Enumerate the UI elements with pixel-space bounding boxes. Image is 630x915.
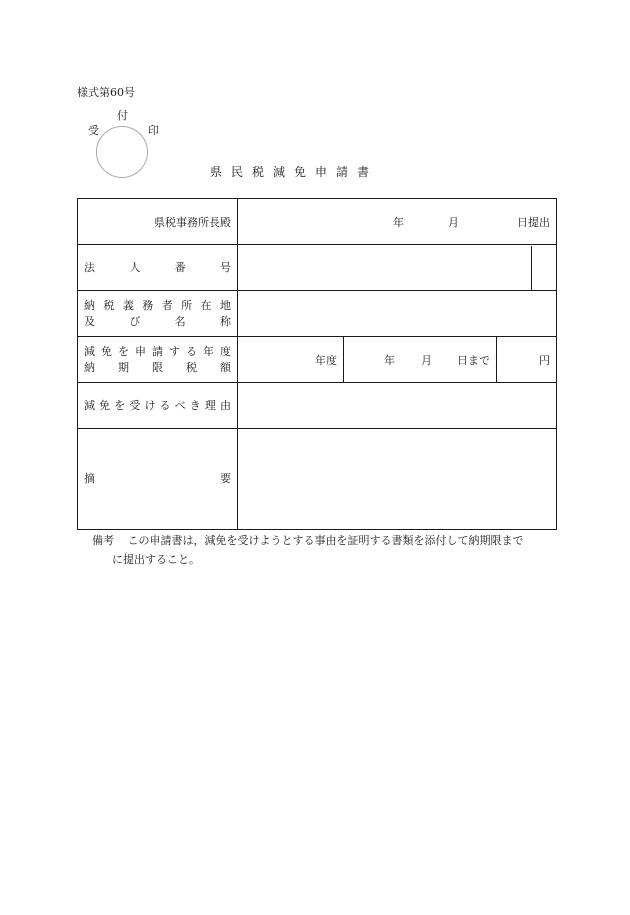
exemption-line1-char: 請 (152, 344, 163, 358)
fiscal-year-unit: 年度 (315, 353, 337, 367)
taxpayer-line1-char: 所 (181, 298, 193, 312)
remarks-text-line1: この申請書は，減免を受けようとする事由を証明する書類を添付して納期限まで (127, 534, 524, 547)
reason-line-char: 受 (129, 398, 141, 412)
remarks (92, 531, 524, 569)
exemption-line1-char: 度 (220, 344, 231, 358)
due-year-label: 年 (384, 353, 395, 367)
taxpayer-line2-char: 称 (219, 314, 231, 328)
fiscal-year-field[interactable] (238, 337, 344, 383)
exemption-line1-char: 免 (101, 344, 112, 358)
reason-line-char: 理 (204, 398, 216, 412)
exemption-line1-char: 申 (135, 344, 146, 358)
date-month-label: 月 (448, 215, 459, 229)
exemption-line1-char: 年 (203, 344, 214, 358)
reason-line-char: 由 (219, 398, 231, 412)
application-form-table (77, 198, 557, 530)
remarks-heading: 備考 (92, 534, 114, 547)
corporate-number-label (78, 245, 238, 291)
exemption-line2-char: 納 (84, 360, 95, 374)
row-addressee (78, 199, 557, 245)
date-year-label: 年 (393, 215, 404, 229)
stamp-label-left: 受 (88, 124, 99, 137)
form-number: 様式第60号 (77, 86, 135, 99)
taxpayer-line1-char: 務 (142, 298, 154, 312)
stamp-label-top: 付 (117, 109, 128, 122)
due-until-label: 日まで (457, 353, 490, 367)
taxpayer-line1-char: 地 (219, 298, 231, 312)
exemption-year-label (78, 337, 238, 383)
digit-boxes (262, 246, 531, 290)
remarks-text-line2: に提出すること。 (112, 553, 200, 566)
taxpayer-line2-char: 及 (84, 314, 95, 328)
row-corporate-number (78, 245, 557, 291)
due-month-label: 月 (421, 353, 432, 367)
reason-field[interactable] (238, 383, 557, 429)
exemption-line2-char: 税 (186, 360, 197, 374)
exemption-line1-char: す (169, 344, 180, 358)
stamp-circle (96, 126, 148, 178)
corp-label-char: 法 (84, 260, 95, 274)
exemption-line2-char: 限 (152, 360, 163, 374)
exemption-line1-char: を (118, 344, 129, 358)
summary-line-char: 要 (220, 472, 231, 485)
addressee-label: 県税事務所長殿 (78, 199, 238, 245)
summary-field[interactable] (238, 429, 557, 530)
reason-label (78, 383, 238, 429)
summary-line-char: 摘 (84, 472, 95, 485)
reason-line-char: を (114, 398, 126, 412)
exemption-line1-char: る (186, 344, 197, 358)
page-title: 県民税減免申請書 (210, 165, 379, 179)
taxpayer-line1-char: 在 (200, 298, 212, 312)
reason-line-char: 減 (84, 398, 95, 412)
taxpayer-field[interactable] (238, 291, 557, 337)
reason-line-char: べ (174, 398, 186, 412)
taxpayer-line2-char: び (129, 314, 141, 328)
taxpayer-line1-char: 納 (84, 298, 95, 312)
amount-unit: 円 (539, 353, 550, 367)
reason-line-char: 免 (99, 398, 111, 412)
due-date-field[interactable] (344, 337, 497, 383)
reason-line-char: け (144, 398, 156, 412)
date-submit-label: 日提出 (517, 215, 550, 229)
taxpayer-label (78, 291, 238, 337)
taxpayer-line1-char: 税 (103, 298, 115, 312)
summary-label (78, 429, 238, 530)
taxpayer-line1-char: 者 (161, 298, 173, 312)
taxpayer-line1-char: 義 (122, 298, 134, 312)
exemption-line2-char: 期 (118, 360, 129, 374)
corporate-number-field[interactable] (238, 245, 557, 291)
corp-label-char: 番 (174, 260, 186, 274)
exemption-line2-char: 額 (220, 360, 231, 374)
reason-line-char: き (189, 398, 201, 412)
amount-field[interactable] (497, 337, 557, 383)
submission-date-field[interactable] (238, 199, 557, 245)
corp-label-char: 人 (129, 260, 141, 274)
corp-label-char: 号 (219, 260, 231, 274)
taxpayer-line2-char: 名 (174, 314, 186, 328)
stamp-label-right: 印 (148, 124, 159, 137)
row-summary (78, 429, 557, 530)
row-reason (78, 383, 557, 429)
exemption-line1-char: 減 (84, 344, 95, 358)
reason-line-char: る (159, 398, 171, 412)
row-exemption-year (78, 337, 557, 383)
row-taxpayer (78, 291, 557, 337)
